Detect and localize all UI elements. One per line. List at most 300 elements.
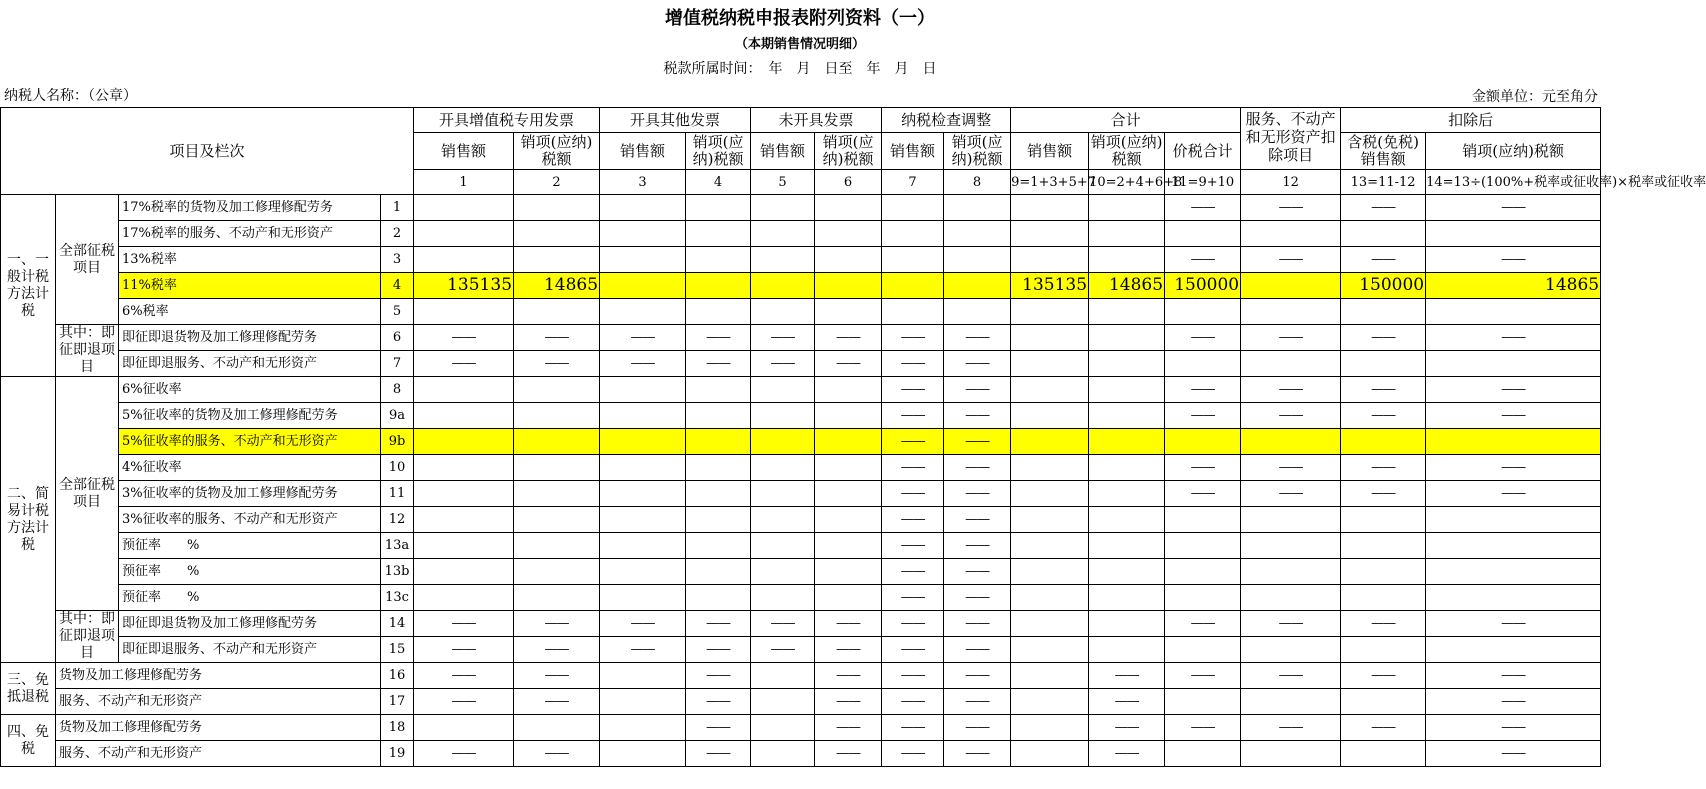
dash-cell: —— [1341,403,1426,429]
data-cell[interactable] [414,455,514,481]
data-cell[interactable] [1165,221,1241,247]
dash-cell: —— [1341,325,1426,351]
data-cell[interactable] [600,299,686,325]
dash-cell: —— [882,507,944,533]
dash-cell: —— [944,325,1011,351]
data-cell[interactable] [686,299,751,325]
line-number: 12 [381,507,414,533]
section-exempt-refund: 三、免抵退税 [1,663,56,715]
dash-cell: —— [1089,741,1165,767]
data-cell[interactable] [751,429,815,455]
data-cell[interactable] [751,689,815,715]
data-cell[interactable] [514,507,600,533]
data-cell[interactable] [815,377,882,403]
col-number: 11=9+10 [1165,170,1241,195]
data-cell[interactable] [1165,559,1241,585]
data-cell[interactable] [686,247,751,273]
data-cell[interactable] [600,195,686,221]
data-cell[interactable] [1241,351,1341,377]
row-label [56,689,381,715]
table-row [1,325,1601,351]
row-label [119,611,381,637]
row-label-text: 3%征收率的货物及加工修理修配劳务 [122,485,338,501]
data-cell[interactable] [1011,585,1089,611]
row-label-text: 服务、不动产和无形资产 [59,693,203,709]
data-cell[interactable] [1241,429,1341,455]
dash-cell: —— [944,403,1011,429]
data-cell[interactable] [414,715,514,741]
data-cell[interactable] [1011,299,1089,325]
data-cell[interactable] [1011,221,1089,247]
data-cell[interactable] [600,273,686,299]
dash-cell: —— [1089,689,1165,715]
data-cell[interactable] [1089,585,1165,611]
dash-cell: —— [1426,195,1601,221]
row-label-text: 预征率 % [122,589,200,605]
data-cell[interactable] [600,533,686,559]
data-cell[interactable] [1011,195,1089,221]
data-cell[interactable] [751,507,815,533]
dash-cell: —— [1241,455,1341,481]
data-cell[interactable] [1011,351,1089,377]
data-cell[interactable] [1426,299,1601,325]
dash-cell: —— [514,689,600,715]
data-cell[interactable] [882,273,944,299]
dash-cell: —— [882,611,944,637]
data-cell[interactable] [414,585,514,611]
dash-cell: —— [686,741,751,767]
data-cell[interactable] [1165,689,1241,715]
dash-cell: —— [514,637,600,663]
dash-cell: —— [1241,481,1341,507]
data-cell[interactable] [600,247,686,273]
dash-cell: —— [514,663,600,689]
data-cell[interactable] [1089,611,1165,637]
dash-cell: —— [815,663,882,689]
dash-cell: —— [944,559,1011,585]
dash-cell: —— [815,637,882,663]
data-cell[interactable] [414,195,514,221]
data-cell[interactable] [815,481,882,507]
data-cell[interactable] [600,663,686,689]
dash-cell: —— [1165,611,1241,637]
data-cell[interactable] [514,195,600,221]
table-row [1,689,1601,715]
dash-cell: —— [686,611,751,637]
data-cell[interactable] [815,585,882,611]
data-cell[interactable] [1089,455,1165,481]
data-cell[interactable] [815,299,882,325]
data-cell[interactable] [1089,351,1165,377]
data-cell[interactable] [686,195,751,221]
dash-cell: —— [944,533,1011,559]
table-row [1,273,1601,299]
data-cell[interactable] [751,559,815,585]
dash-cell: —— [514,325,600,351]
dash-cell: —— [882,429,944,455]
line-number: 15 [381,637,414,663]
row-label-text: 即征即退服务、不动产和无形资产 [122,641,318,657]
dash-cell: —— [600,351,686,377]
dash-cell: —— [1341,455,1426,481]
category-immediate-refund: 其中：即征即退项目 [56,611,119,663]
data-cell[interactable] [1011,533,1089,559]
data-cell[interactable] [1241,533,1341,559]
data-cell[interactable] [1341,637,1426,663]
row-label [119,195,381,221]
table-row [1,351,1601,377]
row-label-text: 即征即退货物及加工修理修配劳务 [122,615,318,631]
data-cell[interactable] [944,195,1011,221]
data-cell[interactable] [514,585,600,611]
table-row [1,585,1601,611]
data-cell[interactable] [1165,351,1241,377]
data-cell[interactable] [751,299,815,325]
data-cell[interactable] [944,247,1011,273]
dash-cell: —— [1341,377,1426,403]
dash-cell: —— [882,403,944,429]
data-cell[interactable] [751,455,815,481]
data-cell[interactable] [414,221,514,247]
data-cell[interactable] [1165,585,1241,611]
data-cell[interactable] [751,377,815,403]
table-row [1,663,1601,689]
data-cell[interactable] [414,507,514,533]
data-cell[interactable] [815,247,882,273]
data-cell[interactable] [1089,429,1165,455]
dash-cell: —— [514,741,600,767]
data-cell[interactable] [686,559,751,585]
data-cell[interactable] [600,221,686,247]
dash-cell: —— [1341,663,1426,689]
data-cell[interactable] [514,533,600,559]
dash-cell: —— [944,611,1011,637]
data-cell[interactable]: 150000 [1165,273,1241,299]
data-cell[interactable] [815,195,882,221]
row-label [119,533,381,559]
data-cell[interactable] [882,195,944,221]
data-cell[interactable] [1011,507,1089,533]
data-cell[interactable] [414,429,514,455]
data-cell[interactable] [1011,429,1089,455]
data-cell[interactable] [600,429,686,455]
dash-cell: —— [882,559,944,585]
data-cell[interactable] [1241,637,1341,663]
data-cell[interactable] [1341,507,1426,533]
data-cell[interactable] [1341,351,1426,377]
data-cell[interactable] [815,273,882,299]
data-cell[interactable] [751,273,815,299]
data-cell[interactable] [1426,585,1601,611]
data-cell[interactable] [1241,299,1341,325]
data-cell[interactable] [514,429,600,455]
col-number: 12 [1241,170,1341,195]
data-cell[interactable] [751,403,815,429]
data-cell[interactable] [414,377,514,403]
data-cell[interactable] [815,533,882,559]
data-cell[interactable] [1341,559,1426,585]
dash-cell: —— [944,715,1011,741]
data-cell[interactable] [600,507,686,533]
dash-cell: —— [1165,325,1241,351]
data-cell[interactable] [751,585,815,611]
dash-cell: —— [751,351,815,377]
data-cell[interactable] [1341,533,1426,559]
data-cell[interactable] [1089,403,1165,429]
data-cell[interactable]: 14865 [514,273,600,299]
data-cell[interactable] [751,663,815,689]
data-cell[interactable] [1011,325,1089,351]
dash-cell: —— [1341,247,1426,273]
data-cell[interactable] [414,533,514,559]
data-cell[interactable] [751,221,815,247]
data-cell[interactable] [1011,481,1089,507]
data-cell[interactable] [1089,377,1165,403]
data-cell[interactable] [1341,585,1426,611]
data-cell[interactable] [686,481,751,507]
data-cell[interactable] [1089,637,1165,663]
row-label [119,351,381,377]
data-cell[interactable] [1341,429,1426,455]
data-cell[interactable] [1089,195,1165,221]
data-cell[interactable] [414,559,514,585]
data-cell[interactable] [600,689,686,715]
data-cell[interactable] [1426,351,1601,377]
sub-header: 销项(应纳)税额 [944,133,1011,170]
data-cell[interactable] [1241,741,1341,767]
data-cell[interactable] [414,247,514,273]
data-cell[interactable] [600,455,686,481]
data-cell[interactable] [882,247,944,273]
dash-cell: —— [1426,611,1601,637]
data-cell[interactable] [815,507,882,533]
data-cell[interactable] [1426,221,1601,247]
dash-cell: —— [1426,377,1601,403]
data-cell[interactable]: 14865 [1426,273,1601,299]
row-label-text: 4%征收率 [122,459,182,475]
data-cell[interactable] [1426,533,1601,559]
data-cell[interactable] [514,377,600,403]
data-cell[interactable] [514,247,600,273]
sub-header: 销售额 [751,133,815,170]
sub-header: 销项(应纳)税额 [686,133,751,170]
dash-cell: —— [1165,663,1241,689]
category-immediate-refund: 其中：即征即退项目 [56,325,119,377]
data-cell[interactable] [514,455,600,481]
section-exempt: 四、免税 [1,715,56,767]
data-cell[interactable] [1089,325,1165,351]
data-cell[interactable] [1011,403,1089,429]
data-cell[interactable]: 14865 [1089,273,1165,299]
data-cell[interactable] [1426,637,1601,663]
data-cell[interactable] [1241,221,1341,247]
dash-cell: —— [1165,455,1241,481]
data-cell[interactable] [751,481,815,507]
data-cell[interactable] [1241,585,1341,611]
data-cell[interactable] [751,195,815,221]
col-number: 10=2+4+6+8 [1089,170,1165,195]
data-cell[interactable] [1341,741,1426,767]
data-cell[interactable] [751,715,815,741]
data-cell[interactable] [1011,611,1089,637]
data-cell[interactable] [514,403,600,429]
table-row [1,637,1601,663]
data-cell[interactable] [1011,637,1089,663]
dash-cell: —— [1426,663,1601,689]
line-number: 18 [381,715,414,741]
data-cell[interactable] [514,715,600,741]
data-cell[interactable] [882,221,944,247]
data-cell[interactable] [1011,559,1089,585]
data-cell[interactable] [686,429,751,455]
data-cell[interactable] [1011,663,1089,689]
data-cell[interactable] [1341,299,1426,325]
row-label-text: 6%征收率 [122,381,182,397]
dash-cell: —— [751,325,815,351]
data-cell[interactable] [1089,299,1165,325]
data-cell[interactable]: 135135 [1011,273,1089,299]
data-cell[interactable]: 135135 [414,273,514,299]
data-cell[interactable] [1341,221,1426,247]
row-label-text: 即征即退货物及加工修理修配劳务 [122,329,318,345]
data-cell[interactable] [1165,299,1241,325]
data-cell[interactable] [1011,741,1089,767]
data-cell[interactable] [882,299,944,325]
data-cell[interactable] [944,273,1011,299]
data-cell[interactable] [514,299,600,325]
data-cell[interactable] [1165,637,1241,663]
data-cell[interactable] [751,741,815,767]
data-cell[interactable] [1241,689,1341,715]
data-cell[interactable] [514,221,600,247]
data-cell[interactable] [686,273,751,299]
data-cell[interactable] [414,403,514,429]
data-cell[interactable] [1426,507,1601,533]
data-cell[interactable] [1426,559,1601,585]
group-header: 服务、不动产和无形资产扣除项目 [1241,108,1341,170]
data-cell[interactable] [1011,689,1089,715]
data-cell[interactable] [600,403,686,429]
data-cell[interactable] [600,715,686,741]
data-cell[interactable] [686,507,751,533]
data-cell[interactable]: 150000 [1341,273,1426,299]
sub-header: 销售额 [600,133,686,170]
data-cell[interactable] [686,221,751,247]
row-label [119,481,381,507]
data-cell[interactable] [686,455,751,481]
data-cell[interactable] [1241,507,1341,533]
line-number: 13b [381,559,414,585]
line-number: 13a [381,533,414,559]
data-cell[interactable] [1011,377,1089,403]
data-cell[interactable] [600,741,686,767]
dash-cell: —— [1426,455,1601,481]
dash-cell: —— [882,351,944,377]
data-cell[interactable] [686,403,751,429]
data-cell[interactable] [1165,429,1241,455]
group-header: 未开具发票 [751,108,882,133]
dash-cell: —— [1165,377,1241,403]
data-cell[interactable] [944,299,1011,325]
data-cell[interactable] [686,533,751,559]
table-row [1,715,1601,741]
data-cell[interactable] [686,585,751,611]
data-cell[interactable] [1341,689,1426,715]
dash-cell: —— [1341,715,1426,741]
data-cell[interactable] [944,221,1011,247]
dash-cell: —— [815,351,882,377]
data-cell[interactable] [815,403,882,429]
sub-header: 销项(应纳)税额 [514,133,600,170]
group-header: 合计 [1011,108,1241,133]
dash-cell: —— [1241,403,1341,429]
data-cell[interactable] [1165,507,1241,533]
data-cell[interactable] [1089,559,1165,585]
data-cell[interactable] [1241,273,1341,299]
data-cell[interactable] [1426,429,1601,455]
data-cell[interactable] [815,455,882,481]
data-cell[interactable] [1011,455,1089,481]
category-all-taxable: 全部征税项目 [56,195,119,325]
data-cell[interactable] [1089,533,1165,559]
data-cell[interactable] [751,533,815,559]
dash-cell: —— [815,715,882,741]
dash-cell: —— [882,377,944,403]
row-label [119,455,381,481]
data-cell[interactable] [514,559,600,585]
dash-cell: —— [414,637,514,663]
data-cell[interactable] [1011,247,1089,273]
dash-cell: —— [1341,195,1426,221]
line-number: 13c [381,585,414,611]
data-cell[interactable] [1165,533,1241,559]
data-cell[interactable] [1089,247,1165,273]
data-cell[interactable] [1241,559,1341,585]
item-header: 项目及栏次 [1,108,414,195]
data-cell[interactable] [815,221,882,247]
dash-cell: —— [882,741,944,767]
data-cell[interactable] [686,377,751,403]
col-number: 8 [944,170,1011,195]
dash-cell: —— [944,507,1011,533]
row-label [56,715,381,741]
sub-header: 销项(应纳)税额 [815,133,882,170]
data-cell[interactable] [815,559,882,585]
dash-cell: —— [1241,247,1341,273]
data-cell[interactable] [600,585,686,611]
data-cell[interactable] [514,481,600,507]
data-cell[interactable] [751,247,815,273]
data-cell[interactable] [600,481,686,507]
data-cell[interactable] [1011,715,1089,741]
data-cell[interactable] [1089,221,1165,247]
data-cell[interactable] [1165,741,1241,767]
dash-cell: —— [944,429,1011,455]
data-cell[interactable] [815,429,882,455]
dash-cell: —— [944,689,1011,715]
group-header: 纳税检查调整 [882,108,1011,133]
dash-cell: —— [882,455,944,481]
data-cell[interactable] [600,559,686,585]
data-cell[interactable] [600,377,686,403]
data-cell[interactable] [414,299,514,325]
data-cell[interactable] [1089,481,1165,507]
dash-cell: —— [1089,663,1165,689]
data-cell[interactable] [1089,507,1165,533]
dash-cell: —— [1426,403,1601,429]
data-cell[interactable] [414,481,514,507]
sub-header: 销售额 [1011,133,1089,170]
